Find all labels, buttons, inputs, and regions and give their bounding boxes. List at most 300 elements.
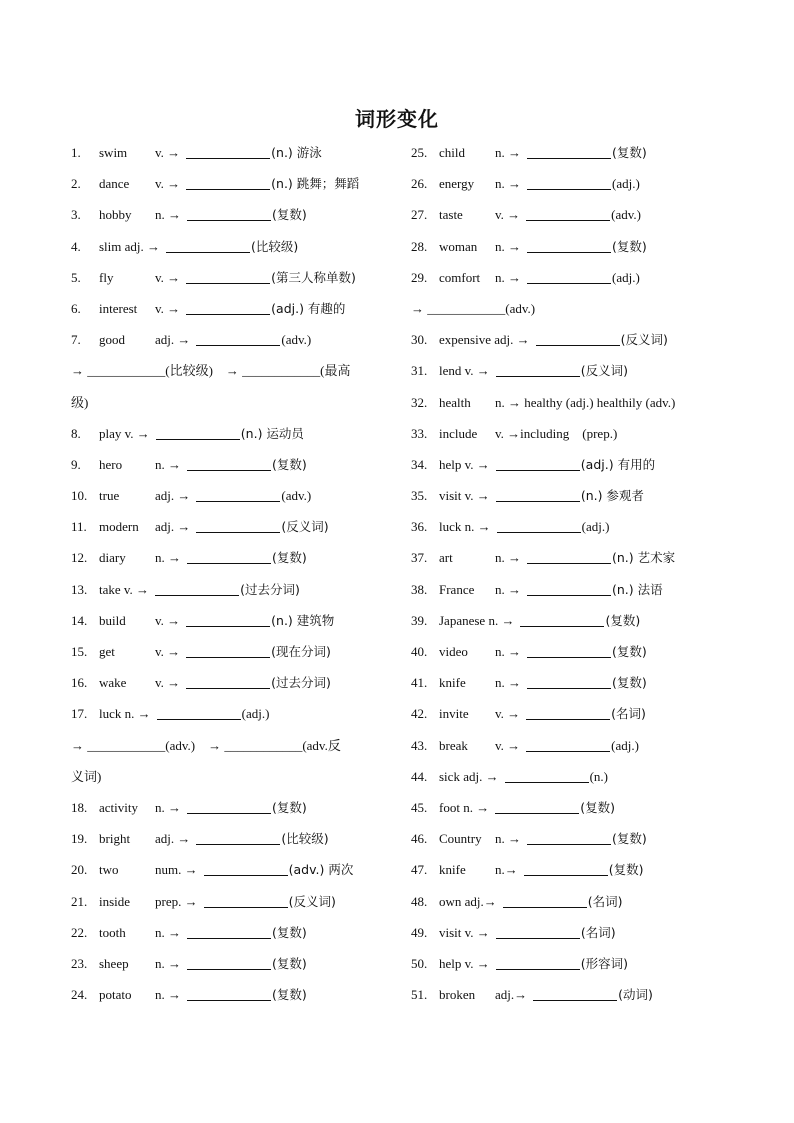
exercise-line (411, 574, 711, 605)
target-form-hint: (n.) (589, 768, 608, 784)
part-of-speech: adj. → (155, 488, 191, 504)
base-word: fly (99, 269, 114, 285)
exercise-line (411, 199, 711, 230)
answer-blank[interactable] (496, 955, 580, 970)
exercise-line (71, 605, 391, 636)
base-word: get (99, 644, 115, 659)
answer-blank[interactable] (186, 175, 270, 190)
base-word: break (439, 737, 468, 753)
exercise-line (411, 730, 711, 761)
exercise-line (71, 979, 391, 1010)
target-form-hint: (反义词) (580, 363, 629, 379)
exercise-line (71, 574, 391, 605)
exercise-line (71, 168, 391, 199)
item-number: 43. (411, 737, 428, 753)
exercise-line (71, 137, 391, 168)
target-form-hint: (复数) (612, 831, 647, 847)
target-form-hint: (adv.) (281, 488, 312, 504)
item-number: 38. (411, 581, 428, 597)
item-number: 34. (411, 456, 428, 472)
base-word: build (99, 612, 126, 628)
base-word: true (99, 488, 120, 504)
item-number: 1. (71, 145, 81, 160)
exercise-line (411, 667, 711, 698)
item-number: 21. (71, 893, 88, 909)
exercise-line (71, 792, 391, 823)
target-form-hint: (复数) (612, 644, 647, 659)
base-word: sheep (99, 955, 129, 971)
answer-blank[interactable] (186, 300, 270, 315)
item-number: 47. (411, 862, 428, 878)
base-word: potato (99, 987, 132, 1003)
answer-blank[interactable] (496, 924, 580, 939)
exercise-line (411, 636, 711, 667)
base-word: wake (99, 675, 127, 691)
base-word: luck n. → (439, 519, 491, 535)
part-of-speech: adj.→ (495, 987, 528, 1003)
exercise-line (71, 917, 391, 948)
answer-blank[interactable] (527, 643, 611, 658)
part-of-speech: v. → (495, 207, 521, 223)
target-form-hint: (复数) (612, 675, 647, 691)
base-word: taste (439, 207, 463, 223)
item-number: 18. (71, 799, 88, 815)
answer-blank[interactable] (196, 487, 280, 502)
exercise-line (71, 761, 391, 792)
target-form-hint: (复数) (608, 862, 644, 878)
exercise-line (411, 542, 711, 573)
base-word: swim (99, 145, 128, 160)
page-title: 词形变化 (355, 107, 439, 131)
base-word: video (439, 644, 468, 659)
part-of-speech: v. → (155, 612, 181, 628)
answer-blank[interactable] (524, 861, 608, 876)
exercise-line (71, 948, 391, 979)
answer-blank[interactable] (196, 331, 280, 346)
exercise-line (71, 387, 391, 418)
item-number: 44. (411, 768, 428, 784)
part-of-speech: v. → (495, 706, 521, 722)
item-number: 28. (411, 238, 428, 254)
target-form-hint: (复数) (612, 145, 647, 160)
answer-blank[interactable] (527, 581, 611, 596)
exercise-line (71, 667, 391, 698)
target-form-hint: (复数) (612, 238, 647, 254)
exercise-line (411, 823, 711, 854)
exercise-line (71, 418, 391, 449)
base-word: own adj.→ (439, 893, 497, 909)
answer-blank[interactable] (187, 924, 271, 939)
item-number: 4. (71, 238, 81, 254)
answer-blank[interactable] (187, 986, 271, 1001)
base-word: woman (439, 238, 478, 254)
exercise-line (71, 511, 391, 542)
left-column (71, 137, 391, 1010)
part-of-speech: n. → (495, 675, 521, 691)
item-number: 11. (71, 519, 87, 535)
target-form-hint: (现在分词) (271, 644, 331, 659)
exercise-line (71, 480, 391, 511)
part-of-speech: v. → (155, 675, 181, 691)
target-form-hint: (第三人称单数) (271, 269, 356, 285)
exercise-line (71, 886, 391, 917)
continuation-text: → ____________(比较级) → ____________(最高 (71, 363, 351, 379)
part-of-speech: n. → (495, 145, 521, 160)
item-number: 14. (71, 612, 88, 628)
item-number: 22. (71, 924, 88, 940)
base-word: visit v. → (439, 488, 490, 504)
item-number: 13. (71, 581, 88, 597)
exercise-line (71, 324, 391, 355)
exercise-line (411, 480, 711, 511)
base-word: comfort (439, 269, 481, 285)
part-of-speech: num. → (155, 862, 198, 878)
target-form-hint: (adj.) (612, 269, 640, 285)
exercise-line (71, 231, 391, 262)
target-form-hint: (adj.) 有趣的 (271, 300, 346, 316)
target-form-hint: (比较级) (251, 238, 299, 254)
item-number: 7. (71, 332, 81, 348)
answer-blank[interactable] (155, 581, 239, 596)
item-number: 36. (411, 519, 428, 535)
base-word: help v. → (439, 456, 490, 472)
part-of-speech: n. → (495, 581, 521, 597)
item-number: 2. (71, 176, 81, 192)
item-number: 20. (71, 862, 88, 878)
target-form-hint: (adj.) (611, 737, 639, 753)
base-word: activity (99, 799, 138, 815)
answer-blank[interactable] (496, 456, 580, 471)
base-word: visit v. → (439, 924, 490, 940)
part-of-speech: n. → (495, 269, 521, 285)
target-form-hint: (n.) 建筑物 (271, 612, 335, 628)
base-word: energy (439, 176, 475, 192)
exercise-line (411, 418, 711, 449)
exercise-line (71, 854, 391, 885)
answer-blank[interactable] (166, 238, 250, 253)
answer-blank[interactable] (527, 175, 611, 190)
target-form-hint: (名词) (611, 706, 646, 722)
target-form-hint: (复数) (580, 799, 615, 815)
answer-blank[interactable] (505, 768, 589, 783)
item-number: 12. (71, 550, 88, 566)
exercise-line (411, 137, 711, 168)
part-of-speech: n.→ (495, 862, 518, 878)
answer-blank[interactable] (527, 238, 611, 253)
answer-blank[interactable] (204, 893, 288, 908)
exercise-line (411, 355, 711, 386)
answer-blank[interactable] (157, 705, 241, 720)
base-word: hobby (99, 207, 132, 223)
base-word: foot n. → (439, 799, 490, 815)
answer-blank[interactable] (533, 986, 617, 1001)
exercise-line (411, 387, 711, 418)
target-form-hint: (复数) (605, 612, 641, 628)
answer-blank[interactable] (496, 362, 580, 377)
continuation-text: → ____________(adv.) → ____________(adv.反 (71, 737, 341, 753)
exercise-line (411, 917, 711, 948)
answer-blank[interactable] (527, 674, 611, 689)
answer-blank[interactable] (186, 674, 270, 689)
target-form-hint: (复数) (272, 955, 307, 971)
exercise-line (411, 262, 711, 293)
target-form-hint: (adv.) (281, 332, 312, 348)
base-word: hero (99, 456, 123, 472)
answer-blank[interactable] (186, 643, 270, 658)
answer-blank[interactable] (204, 861, 288, 876)
item-number: 32. (411, 394, 428, 410)
part-of-speech: v. → (155, 145, 181, 160)
item-number: 33. (411, 425, 428, 441)
part-of-speech: n. → (495, 550, 521, 566)
item-number: 50. (411, 955, 428, 971)
continuation-text: → ____________(adv.) (411, 300, 536, 316)
answer-blank[interactable] (526, 705, 610, 720)
item-number: 15. (71, 644, 88, 659)
target-form-hint: (复数) (272, 550, 307, 566)
target-form-hint: (adv.) 两次 (288, 862, 354, 878)
answer-blank[interactable] (536, 331, 620, 346)
item-number: 48. (411, 893, 428, 909)
exercise-line (411, 511, 711, 542)
exercise-line (411, 886, 711, 917)
item-number: 37. (411, 550, 428, 566)
answer-blank[interactable] (527, 269, 611, 284)
part-of-speech: v. → (155, 300, 181, 316)
answer-blank[interactable] (496, 487, 580, 502)
base-word: modern (99, 519, 139, 535)
part-of-speech: v. → (495, 737, 521, 753)
base-word: lend v. → (439, 363, 490, 379)
answer-blank[interactable] (527, 549, 611, 564)
answer-blank[interactable] (503, 893, 587, 908)
item-number: 16. (71, 675, 88, 691)
target-form-hint: (复数) (272, 924, 307, 940)
target-form-hint: (过去分词) (240, 581, 300, 597)
exercise-line (411, 449, 711, 480)
target-form-hint: (反义词) (281, 519, 329, 535)
base-word: Country (439, 831, 482, 847)
exercise-line (71, 293, 391, 324)
answer-blank[interactable] (187, 456, 271, 471)
item-number: 17. (71, 706, 88, 722)
part-of-speech: adj. → (155, 332, 191, 348)
exercise-line (411, 761, 711, 792)
base-word: art (439, 550, 453, 566)
part-of-speech: n. → (155, 987, 181, 1003)
exercise-line (71, 636, 391, 667)
target-form-hint: (反义词) (620, 332, 668, 348)
exercise-line (411, 324, 711, 355)
target-form-hint: (adj.) (581, 519, 610, 535)
part-of-speech: n. → (155, 955, 181, 971)
part-of-speech: n. → (155, 207, 181, 223)
answer-blank[interactable] (520, 612, 604, 627)
base-word: diary (99, 550, 126, 566)
target-form-hint: (adv.) (611, 207, 641, 223)
item-number: 41. (411, 675, 428, 691)
item-number: 29. (411, 269, 428, 285)
continuation-text: 级) (71, 394, 89, 410)
target-form-hint: (名词) (587, 893, 623, 909)
part-of-speech: n. → (155, 799, 181, 815)
target-form-hint: (n.) 参观者 (580, 488, 644, 504)
item-number: 31. (411, 363, 428, 379)
base-word: good (99, 332, 125, 348)
answer-blank[interactable] (186, 144, 270, 159)
target-form-hint: (复数) (272, 799, 307, 815)
part-of-speech: n. → (155, 456, 181, 472)
target-form-hint: (复数) (272, 456, 307, 472)
part-of-speech: n. → (495, 238, 521, 254)
exercise-line (71, 698, 391, 729)
base-word: two (99, 862, 119, 878)
part-of-speech: v. → (155, 644, 181, 659)
answer-blank[interactable] (186, 612, 270, 627)
target-form-hint: (n.) 法语 (612, 581, 663, 597)
base-word: knife (439, 675, 466, 691)
base-word: inside (99, 893, 131, 909)
base-word: child (439, 145, 465, 160)
part-of-speech: n. → (495, 644, 521, 659)
target-form-hint: (反义词) (288, 893, 336, 909)
item-number: 27. (411, 207, 428, 223)
exercise-line (71, 199, 391, 230)
item-number: 39. (411, 612, 428, 628)
item-number: 24. (71, 987, 88, 1003)
item-number: 6. (71, 300, 81, 316)
item-number: 35. (411, 488, 428, 504)
target-form-hint: (adj.) (241, 706, 270, 722)
exercise-line (71, 449, 391, 480)
target-form-hint: (adj.) 有用的 (580, 456, 656, 472)
base-word: health (439, 394, 471, 410)
target-form-hint: (n.) 艺术家 (612, 550, 676, 566)
part-of-speech: v. → (155, 176, 181, 192)
item-number: 19. (71, 831, 88, 847)
target-form-hint: (过去分词) (271, 675, 331, 691)
base-word: slim adj. → (99, 238, 161, 254)
base-word: France (439, 581, 475, 597)
exercise-line (71, 355, 391, 386)
part-of-speech: adj. → (155, 831, 191, 847)
continuation-text: 义词) (71, 768, 102, 784)
answer-blank[interactable] (495, 799, 579, 814)
answer-blank[interactable] (187, 955, 271, 970)
exercise-line (71, 262, 391, 293)
target-form-hint: (比较级) (281, 831, 329, 847)
target-form-hint: (形容词) (580, 955, 629, 971)
exercise-line (71, 542, 391, 573)
exercise-line (411, 605, 711, 636)
exercise-line (411, 698, 711, 729)
base-word: Japanese n. → (439, 612, 515, 628)
item-number: 30. (411, 332, 428, 348)
answer-blank[interactable] (186, 269, 270, 284)
answer-blank[interactable] (527, 144, 611, 159)
answer-blank[interactable] (196, 518, 280, 533)
item-number: 9. (71, 456, 81, 472)
base-word: broken (439, 987, 476, 1003)
exercise-line (411, 168, 711, 199)
part-of-speech: n. → (155, 924, 181, 940)
base-word: invite (439, 706, 469, 722)
part-of-speech: n. → (495, 176, 521, 192)
exercise-line (71, 823, 391, 854)
target-form-hint: (n.) 游泳 (271, 145, 322, 160)
part-of-speech: n. → healthy (adj.) healthily (adv.) (495, 394, 676, 410)
right-column (411, 137, 711, 1010)
base-word: knife (439, 862, 466, 878)
target-form-hint: (名词) (580, 924, 616, 940)
part-of-speech: adj. → (155, 519, 191, 535)
exercise-line (411, 792, 711, 823)
target-form-hint: (n.) 跳舞；舞蹈 (271, 176, 360, 192)
base-word: expensive adj. → (439, 332, 530, 348)
answer-blank[interactable] (187, 799, 271, 814)
target-form-hint: (adj.) (612, 176, 640, 192)
target-form-hint: (复数) (272, 207, 307, 223)
base-word: interest (99, 300, 138, 316)
target-form-hint: (复数) (272, 987, 307, 1003)
item-number: 42. (411, 706, 428, 722)
target-form-hint: (动词) (618, 987, 653, 1003)
part-of-speech: prep. → (155, 893, 198, 909)
part-of-speech: n. → (495, 831, 521, 847)
item-number: 8. (71, 425, 81, 441)
item-number: 3. (71, 207, 81, 223)
item-number: 51. (411, 987, 428, 1003)
base-word: tooth (99, 924, 126, 940)
part-of-speech: v. → (155, 269, 181, 285)
item-number: 40. (411, 644, 428, 659)
exercise-line (71, 730, 391, 761)
exercise-line (411, 948, 711, 979)
base-word: luck n. → (99, 706, 151, 722)
item-number: 26. (411, 176, 428, 192)
item-number: 10. (71, 488, 88, 504)
base-word: include (439, 425, 478, 441)
item-number: 49. (411, 924, 428, 940)
answer-blank[interactable] (527, 830, 611, 845)
answer-blank[interactable] (526, 206, 610, 221)
target-form-hint: (n.) 运动员 (240, 425, 304, 441)
answer-blank[interactable] (497, 518, 581, 533)
answer-blank[interactable] (526, 737, 610, 752)
answer-blank[interactable] (187, 206, 271, 221)
item-number: 25. (411, 145, 428, 160)
base-word: take v. → (99, 581, 150, 597)
answer-blank[interactable] (196, 830, 280, 845)
base-word: dance (99, 176, 130, 192)
base-word: bright (99, 831, 131, 847)
exercise-line (411, 979, 711, 1010)
item-number: 23. (71, 955, 88, 971)
exercise-line (411, 231, 711, 262)
item-number: 46. (411, 831, 428, 847)
item-number: 45. (411, 799, 428, 815)
base-word: play v. → (99, 425, 150, 441)
base-word: help v. → (439, 955, 490, 971)
answer-blank[interactable] (187, 549, 271, 564)
exercise-line (411, 854, 711, 885)
answer-blank[interactable] (156, 425, 240, 440)
exercise-line (411, 293, 711, 324)
base-word: sick adj. → (439, 768, 499, 784)
part-of-speech: n. → (155, 550, 181, 566)
item-number: 5. (71, 269, 81, 285)
part-of-speech: v. →including (prep.) (495, 425, 618, 441)
